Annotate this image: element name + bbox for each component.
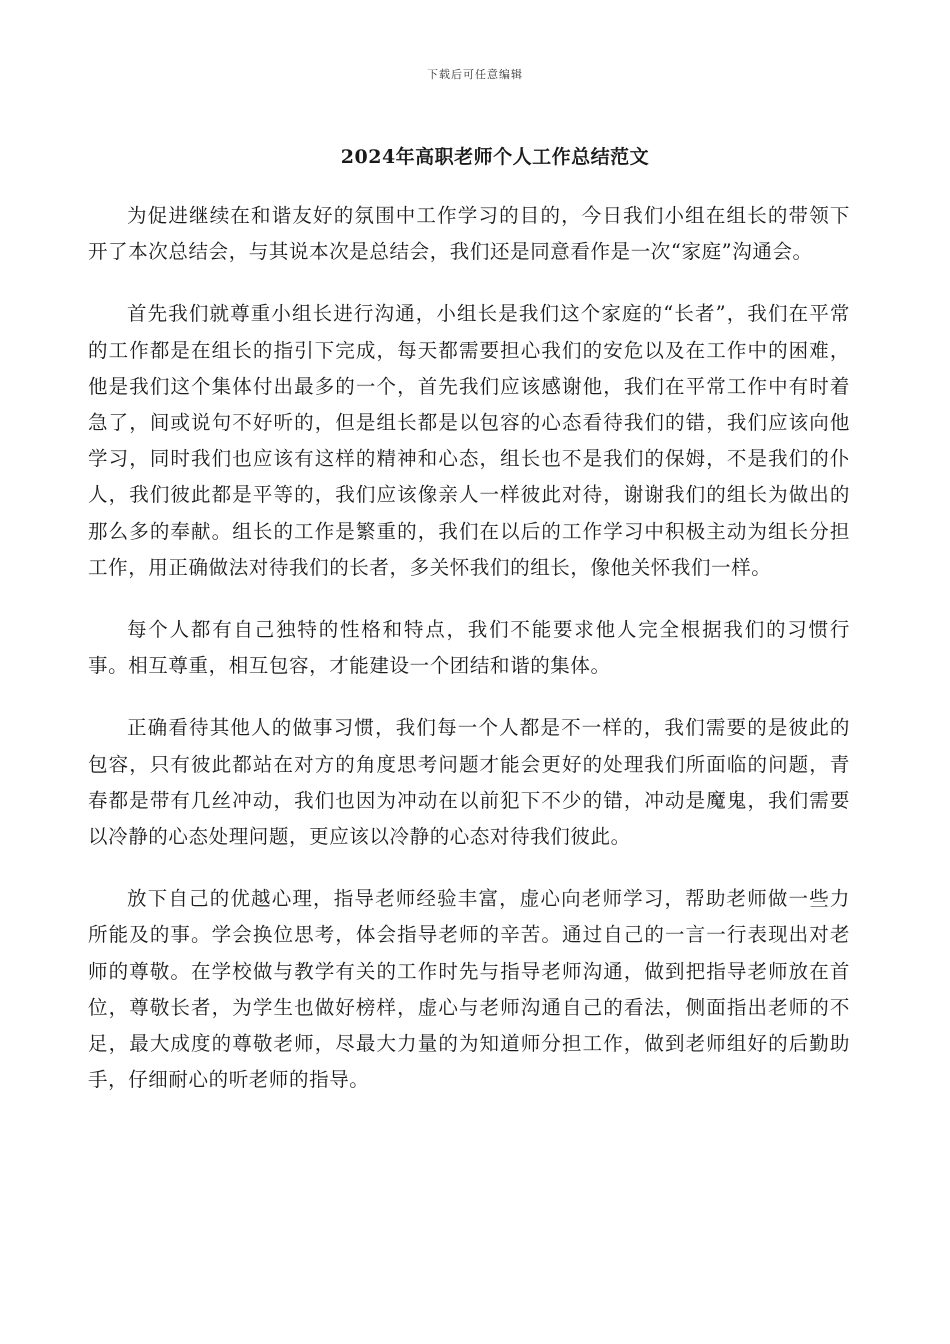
document-body bbox=[88, 198, 850, 1124]
paragraph-3: 每个人都有自己独特的性格和特点，我们不能要求他人完全根据我们的习惯行事。相互尊重，相互包容，才能建设一个团结和谐的集体。 bbox=[88, 618, 850, 678]
paragraph-1: 为促进继续在和谐友好的氛围中工作学习的目的，今日我们小组在组长的带领下开了本次总结会，与其说本次是总结会，我们还是同意看作是一次“家庭”沟通会。 bbox=[88, 204, 850, 264]
document-title: 2024年高职老师个人工作总结范文 bbox=[340, 146, 650, 168]
paragraph-2: 首先我们就尊重小组长进行沟通，小组长是我们这个家庭的“长者”，我们在平常的工作都是在组长的指引下完成，每天都需要担心我们的安危以及在工作中的困难，他是我们这个集体付出最多的一个，首先我们应该感谢他，我们在平常工作中有时着急了，间或说句不好听的，但是组长都是以包容的心态看待我们的错，我们应该向他学习，同时我们也应该有这样的精神和心态，组长也不是我们的保姆，不是我们的仆人，我们彼此都是平等的，我们应该像亲人一样彼此对待，谢谢我们的组长为做出的那么多的奉献。组长的工作是繁重的，我们在以后的工作学习中积极主动为组长分担工作，用正确做法对待我们的长者，多关怀我们的组长，像他关怀我们一样。 bbox=[88, 302, 850, 579]
header-note: 下载后可任意编辑 bbox=[427, 68, 523, 81]
paragraph-4: 正确看待其他人的做事习惯，我们每一个人都是不一样的，我们需要的是彼此的包容，只有彼此都站在对方的角度思考问题才能会更好的处理我们所面临的问题，青春都是带有几丝冲动，我们也因为冲动在以前犯下不少的错，冲动是魔鬼，我们需要以冷静的心态处理问题，更应该以冷静的心态对待我们彼此。 bbox=[88, 716, 850, 849]
paragraph-5: 放下自己的优越心理，指导老师经验丰富，虚心向老师学习，帮助老师做一些力所能及的事。学会换位思考，体会指导老师的辛苦。通过自己的一言一行表现出对老师的尊敬。在学校做与教学有关的工作时先与指导老师沟通，做到把指导老师放在首位，尊敬长者，为学生也做好榜样，虚心与老师沟通自己的看法，侧面指出老师的不足，最大成度的尊敬老师，尽最大力量的为知道师分担工作，做到老师组好的后勤助手，仔细耐心的听老师的指导。 bbox=[88, 887, 850, 1092]
